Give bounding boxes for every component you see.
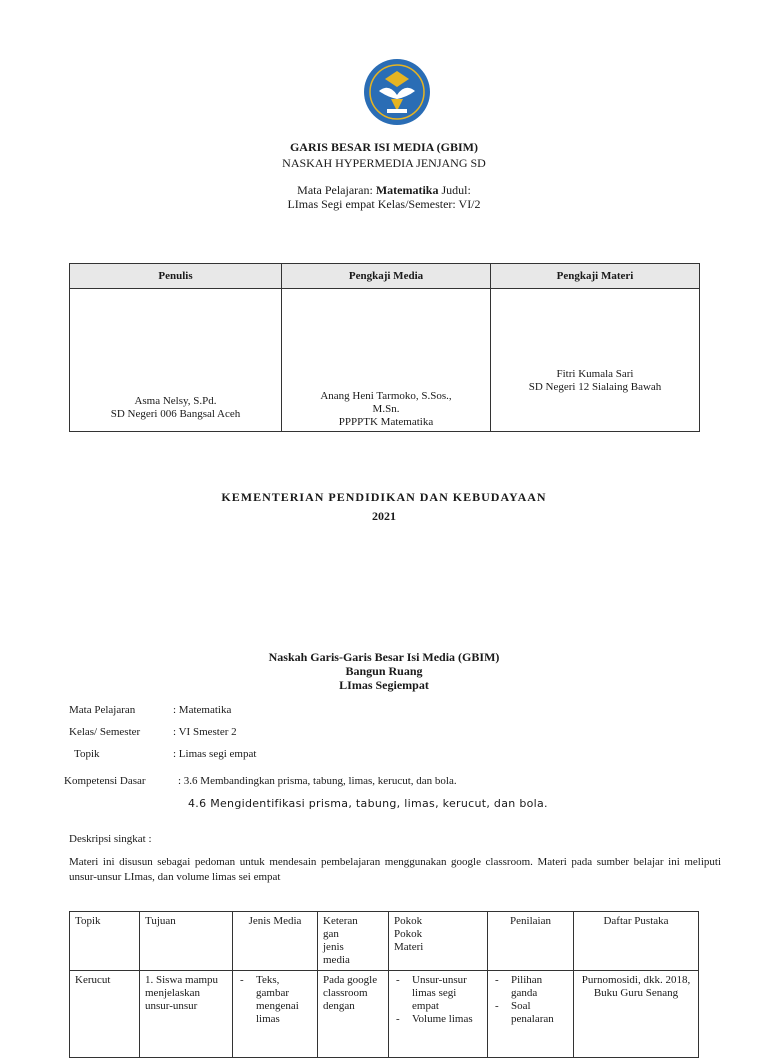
- table-row: [70, 971, 699, 1058]
- topik-label: Topik: [74, 748, 100, 760]
- jenis-media-item: - Teks, gambar mengenai limas: [238, 974, 312, 1026]
- tut-wuri-handayani-logo-icon: [357, 57, 437, 127]
- naskah-topic: Bangun Ruang: [345, 664, 423, 678]
- pokok-item: - Volume limas: [394, 1013, 482, 1026]
- pokok-header-text: Pokok Pokok Materi: [394, 915, 424, 953]
- cell-jenis-media: [233, 971, 318, 1058]
- deskripsi-text: Materi ini disusun sebagai pedoman untuk mendesain pembelajaran menggunakan google classroom. Materi pada sumber belajar ini meliputi unsur-unsur LImas, dan volume limas sei empat: [69, 856, 721, 883]
- col-jenis-media: Jenis Media: [233, 912, 318, 971]
- pengkaji-media-institution: PPPPTK Matematika: [338, 416, 434, 428]
- cell-pokok-materi: [389, 971, 488, 1058]
- pengkaji-materi-school: SD Negeri 12 Sialaing Bawah: [528, 381, 662, 393]
- mapel-value: Matematika: [375, 183, 439, 197]
- naskah-subtopic: LImas Segiempat: [339, 678, 429, 692]
- mapel-suffix: Judul:: [438, 183, 471, 197]
- mapel-label: Mata Pelajaran: [69, 704, 136, 716]
- header-pengkaji-materi: Pengkaji Materi: [491, 264, 700, 289]
- penilaian-item: - Soal penalaran: [493, 1000, 568, 1026]
- cell-penilaian: [488, 971, 574, 1058]
- signature-table: [69, 263, 700, 432]
- penulis-school: SD Negeri 006 Bangsal Aceh: [110, 408, 241, 420]
- cell-tujuan: [140, 971, 233, 1058]
- document-title: GARIS BESAR ISI MEDIA (GBIM): [289, 140, 479, 154]
- pengkaji-media-name: Anang Heni Tarmoko, S.Sos.,: [320, 390, 452, 402]
- col-pokok-materi: [389, 912, 488, 971]
- kelas-label: Kelas/ Semester: [69, 726, 141, 738]
- gbim-table: [69, 911, 699, 1058]
- pengkaji-media-cell: [282, 289, 491, 432]
- ministry-name: KEMENTERIAN PENDIDIKAN DAN KEBUDAYAAN: [221, 490, 547, 504]
- header-pengkaji-media: Pengkaji Media: [282, 264, 491, 289]
- col-tujuan: Tujuan: [140, 912, 233, 971]
- tujuan-text: 1. Siswa mampu menjelaskan unsur-unsur: [145, 974, 219, 1012]
- pengkaji-materi-cell: [491, 289, 700, 432]
- mapel-prefix: Mata Pelajaran:: [297, 183, 376, 197]
- col-keterangan: [318, 912, 389, 971]
- cell-topik: Kerucut: [70, 971, 140, 1058]
- kd-3-6: : 3.6 Membandingkan prisma, tabung, limas, kerucut, dan bola.: [178, 775, 457, 787]
- col-daftar-pustaka: Daftar Pustaka: [574, 912, 699, 971]
- naskah-title: Naskah Garis-Garis Besar Isi Media (GBIM): [268, 650, 500, 664]
- pokok-item: - Unsur-unsur limas segi empat: [394, 974, 482, 1013]
- judul-line: LImas Segi empat Kelas/Semester: VI/2: [287, 197, 481, 211]
- penulis-name: Asma Nelsy, S.Pd.: [134, 395, 217, 407]
- topik-value: : Limas segi empat: [173, 748, 257, 760]
- kelas-value: : VI Smester 2: [173, 726, 237, 738]
- penilaian-item: - Pilihan ganda: [493, 974, 568, 1000]
- cell-daftar-pustaka: Purnomosidi, dkk. 2018, Buku Guru Senang: [574, 971, 699, 1058]
- deskripsi-label: Deskripsi singkat :: [69, 833, 152, 845]
- pengkaji-media-degree: M.Sn.: [372, 403, 400, 415]
- mapel-line: [0, 183, 768, 198]
- col-penilaian: Penilaian: [488, 912, 574, 971]
- penulis-cell: [70, 289, 282, 432]
- col-topik: Topik: [70, 912, 140, 971]
- pengkaji-materi-name: Fitri Kumala Sari: [556, 368, 634, 380]
- cell-keterangan: Pada google classroom dengan: [318, 971, 389, 1058]
- kd-4-6: 4.6 Mengidentifikasi prisma, tabung, limas, kerucut, dan bola.: [188, 797, 548, 810]
- mapel-field-value: : Matematika: [173, 704, 232, 716]
- document-subtitle: NASKAH HYPERMEDIA JENJANG SD: [282, 156, 486, 170]
- ministry-year: 2021: [372, 509, 396, 523]
- kd-label: Kompetensi Dasar: [64, 775, 146, 787]
- keterangan-header-text: Keteran gan jenis media: [323, 915, 358, 966]
- header-penulis: Penulis: [70, 264, 282, 289]
